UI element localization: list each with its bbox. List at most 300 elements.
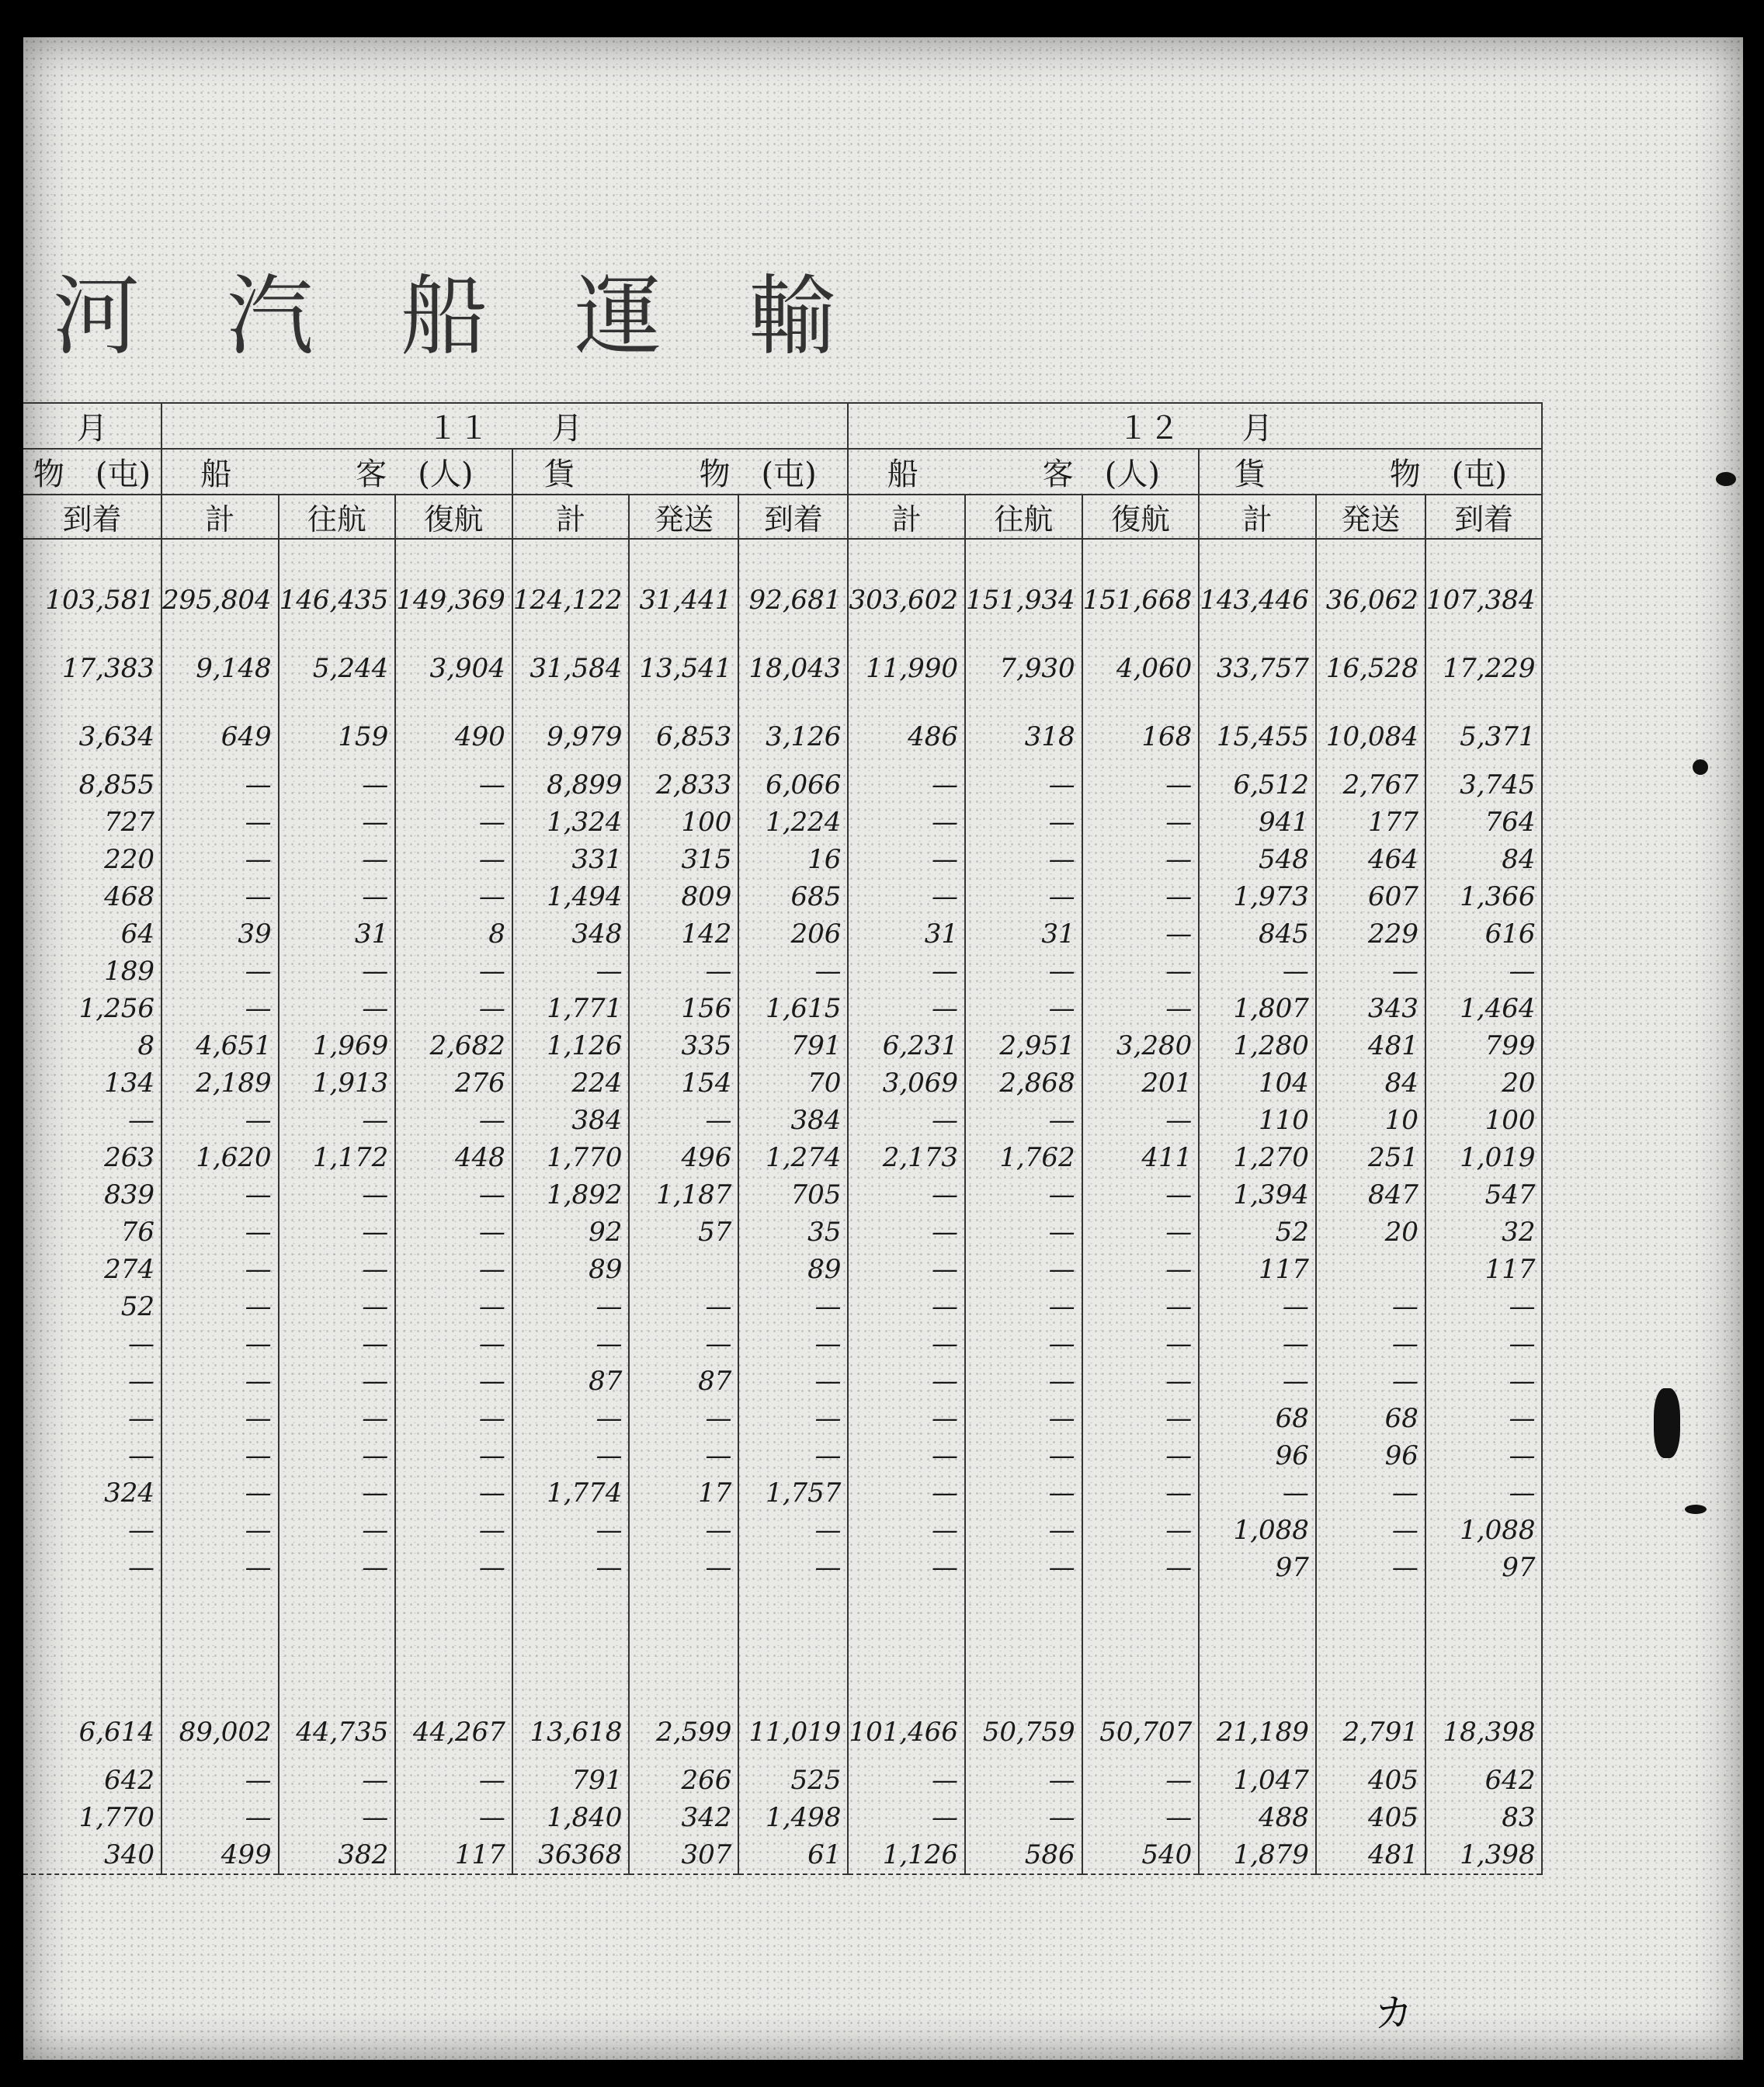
- sub-header: 計: [512, 495, 630, 539]
- table-body: [23, 539, 1542, 1874]
- table-cell: [279, 539, 396, 571]
- table-cell: —: [1082, 1799, 1200, 1836]
- sub-header: 計: [161, 495, 279, 539]
- table-cell: —: [738, 1437, 848, 1474]
- table-cell: —: [279, 1762, 396, 1799]
- table-cell: —: [23, 1102, 161, 1139]
- table-row: [23, 1437, 1542, 1474]
- table-cell: 384: [512, 1102, 630, 1139]
- table-cell: 1,270: [1199, 1139, 1316, 1176]
- table-cell: —: [1082, 1288, 1200, 1325]
- table-cell: —: [965, 878, 1082, 915]
- table-cell: 15,455: [1199, 707, 1316, 766]
- title-char: 船: [401, 266, 488, 367]
- table-cell: [23, 1586, 161, 1703]
- table-cell: 16,528: [1316, 630, 1425, 707]
- ink-blot: [1716, 472, 1736, 486]
- table-cell: —: [161, 804, 279, 841]
- table-cell: 295,804: [161, 571, 279, 630]
- sub-header: 往航: [279, 495, 396, 539]
- table-cell: 8: [23, 1027, 161, 1064]
- table-cell: —: [395, 1325, 512, 1363]
- table-cell: 3,745: [1425, 766, 1543, 804]
- table-cell: 764: [1425, 804, 1543, 841]
- table-cell: 1,398: [1425, 1836, 1543, 1874]
- table-cell: —: [279, 1363, 396, 1400]
- table-cell: —: [23, 1512, 161, 1549]
- table-cell: —: [848, 1288, 965, 1325]
- table-cell: 220: [23, 841, 161, 878]
- title-char: 汽: [227, 266, 314, 367]
- table-row: [23, 1064, 1542, 1102]
- table-cell: 1,913: [279, 1064, 396, 1102]
- table-cell: 468: [23, 878, 161, 915]
- table-cell: 154: [629, 1064, 738, 1102]
- table-row: [23, 766, 1542, 804]
- table-cell: 10,084: [1316, 707, 1425, 766]
- table-cell: —: [965, 1176, 1082, 1214]
- table-cell: [1082, 539, 1200, 571]
- table-cell: 52: [1199, 1214, 1316, 1251]
- table-cell: 845: [1199, 915, 1316, 953]
- table-cell: [848, 1586, 965, 1703]
- table-cell: 97: [1199, 1549, 1316, 1586]
- table-cell: 89: [512, 1251, 630, 1288]
- table-cell: —: [965, 766, 1082, 804]
- table-cell: 499: [161, 1836, 279, 1874]
- table-cell: 1,019: [1425, 1139, 1543, 1176]
- table-cell: —: [848, 1102, 965, 1139]
- table-cell: 159: [279, 707, 396, 766]
- table-cell: [1425, 539, 1543, 571]
- table-row: [23, 990, 1542, 1027]
- table-cell: —: [279, 1288, 396, 1325]
- table-cell: —: [395, 766, 512, 804]
- table-cell: —: [279, 766, 396, 804]
- table-cell: —: [965, 1325, 1082, 1363]
- table-cell: —: [395, 1474, 512, 1512]
- table-cell: 31: [848, 915, 965, 953]
- table-cell: 1,615: [738, 990, 848, 1027]
- table-cell: 89,002: [161, 1703, 279, 1762]
- table-cell: —: [629, 1288, 738, 1325]
- table-cell: —: [161, 1400, 279, 1437]
- table-cell: —: [395, 1799, 512, 1836]
- table-cell: —: [738, 1288, 848, 1325]
- table-cell: 1,774: [512, 1474, 630, 1512]
- table-cell: [1316, 1586, 1425, 1703]
- sub-header: 発送: [629, 495, 738, 539]
- table-cell: 642: [1425, 1762, 1543, 1799]
- table-cell: 685: [738, 878, 848, 915]
- table-cell: 2,951: [965, 1027, 1082, 1064]
- table-cell: —: [279, 953, 396, 990]
- table-cell: —: [161, 1325, 279, 1363]
- table-cell: —: [279, 1549, 396, 1586]
- table-cell: 318: [965, 707, 1082, 766]
- table-cell: 87: [512, 1363, 630, 1400]
- table-cell: 100: [1425, 1102, 1543, 1139]
- table-cell: 52: [23, 1288, 161, 1325]
- table-cell: 4,651: [161, 1027, 279, 1064]
- table-cell: 149,369: [395, 571, 512, 630]
- table-cell: 103,581: [23, 571, 161, 630]
- table-cell: 143,446: [1199, 571, 1316, 630]
- table-cell: —: [848, 1251, 965, 1288]
- table-cell: 1,973: [1199, 878, 1316, 915]
- table-cell: 6,231: [848, 1027, 965, 1064]
- table-cell: 488: [1199, 1799, 1316, 1836]
- table-cell: 97: [1425, 1549, 1543, 1586]
- table-cell: —: [848, 1549, 965, 1586]
- table-row: [23, 841, 1542, 878]
- table-cell: —: [1082, 1363, 1200, 1400]
- table-cell: 1,187: [629, 1176, 738, 1214]
- table-cell: 405: [1316, 1762, 1425, 1799]
- table-cell: 1,620: [161, 1139, 279, 1176]
- table-cell: 224: [512, 1064, 630, 1102]
- table-cell: [629, 1586, 738, 1703]
- table-cell: —: [965, 990, 1082, 1027]
- table-row: [23, 707, 1542, 766]
- table-cell: —: [23, 1437, 161, 1474]
- table-cell: 303,602: [848, 571, 965, 630]
- table-cell: 151,934: [965, 571, 1082, 630]
- table-cell: —: [848, 766, 965, 804]
- table-cell: [1425, 1586, 1543, 1703]
- table-cell: [23, 539, 161, 571]
- table-cell: 2,682: [395, 1027, 512, 1064]
- table-cell: —: [1199, 953, 1316, 990]
- table-cell: [395, 1586, 512, 1703]
- table-cell: —: [395, 878, 512, 915]
- table-cell: 2,173: [848, 1139, 965, 1176]
- table-cell: 31: [279, 915, 396, 953]
- table-cell: —: [1082, 953, 1200, 990]
- table-cell: —: [965, 1102, 1082, 1139]
- table-cell: 1,172: [279, 1139, 396, 1176]
- table-cell: —: [161, 1288, 279, 1325]
- table-cell: 1,366: [1425, 878, 1543, 915]
- table-cell: 481: [1316, 1836, 1425, 1874]
- table-cell: [512, 539, 630, 571]
- table-row: [23, 1762, 1542, 1799]
- table-cell: —: [629, 1325, 738, 1363]
- table-row: [23, 539, 1542, 571]
- table-cell: 727: [23, 804, 161, 841]
- table-cell: —: [1082, 1251, 1200, 1288]
- month-header-nov: １１ 月: [161, 403, 848, 449]
- table-cell: —: [848, 1762, 965, 1799]
- table-row: [23, 1474, 1542, 1512]
- table-cell: [161, 539, 279, 571]
- ink-blot: [1685, 1505, 1707, 1514]
- table-row: [23, 1586, 1542, 1703]
- table-cell: 18,043: [738, 630, 848, 707]
- table-cell: 16: [738, 841, 848, 878]
- table-cell: —: [161, 1102, 279, 1139]
- table-cell: —: [1316, 1512, 1425, 1549]
- table-cell: 168: [1082, 707, 1200, 766]
- table-cell: —: [395, 953, 512, 990]
- table-cell: 44,267: [395, 1703, 512, 1762]
- table-row: [23, 878, 1542, 915]
- table-cell: —: [161, 1549, 279, 1586]
- table-cell: 340: [23, 1836, 161, 1874]
- table-cell: —: [629, 1549, 738, 1586]
- table-row: [23, 1703, 1542, 1762]
- table-cell: 61: [738, 1836, 848, 1874]
- table-cell: 35: [738, 1214, 848, 1251]
- table-cell: 7,930: [965, 630, 1082, 707]
- table-cell: —: [1082, 1214, 1200, 1251]
- table-cell: 142: [629, 915, 738, 953]
- table-cell: —: [965, 1437, 1082, 1474]
- table-cell: —: [395, 990, 512, 1027]
- table-cell: 791: [512, 1762, 630, 1799]
- table-cell: 100: [629, 804, 738, 841]
- table-cell: 64: [23, 915, 161, 953]
- footer-mark: カ: [1374, 1991, 1413, 2036]
- table-cell: 616: [1425, 915, 1543, 953]
- table-cell: 547: [1425, 1176, 1543, 1214]
- table-cell: 8,899: [512, 766, 630, 804]
- table-cell: —: [395, 1102, 512, 1139]
- title-char: 運: [575, 266, 662, 367]
- table-cell: 92,681: [738, 571, 848, 630]
- table-cell: —: [848, 878, 965, 915]
- table-row: [23, 1512, 1542, 1549]
- table-cell: —: [965, 1799, 1082, 1836]
- title-char: 河: [53, 266, 140, 367]
- table-row: [23, 915, 1542, 953]
- table-cell: 1,762: [965, 1139, 1082, 1176]
- table-cell: 134: [23, 1064, 161, 1102]
- month-header-dec: １２ 月: [848, 403, 1542, 449]
- table-cell: 941: [1199, 804, 1316, 841]
- table-cell: —: [1082, 1437, 1200, 1474]
- table-cell: 44,735: [279, 1703, 396, 1762]
- table-cell: —: [965, 1214, 1082, 1251]
- table-cell: [395, 539, 512, 571]
- table-cell: —: [23, 1400, 161, 1437]
- table-cell: —: [1199, 1363, 1316, 1400]
- table-cell: 31,584: [512, 630, 630, 707]
- table-cell: 96: [1199, 1437, 1316, 1474]
- table-cell: —: [1082, 1474, 1200, 1512]
- table-cell: 17,383: [23, 630, 161, 707]
- table-cell: 1,969: [279, 1027, 396, 1064]
- table-row: [23, 1139, 1542, 1176]
- table-cell: —: [848, 1437, 965, 1474]
- table-cell: 2,868: [965, 1064, 1082, 1102]
- table-cell: 847: [1316, 1176, 1425, 1214]
- table-cell: —: [161, 1437, 279, 1474]
- table-cell: 17,229: [1425, 630, 1543, 707]
- table-cell: 4,060: [1082, 630, 1200, 707]
- table-cell: —: [161, 1762, 279, 1799]
- group-header-passengers-nov: 船 客 (人): [161, 449, 512, 495]
- table-cell: —: [1425, 953, 1543, 990]
- table-cell: 11,019: [738, 1703, 848, 1762]
- table-cell: —: [965, 1400, 1082, 1437]
- table-cell: 11,990: [848, 630, 965, 707]
- table-cell: —: [848, 1214, 965, 1251]
- table-cell: —: [629, 1512, 738, 1549]
- table-cell: 83: [1425, 1799, 1543, 1836]
- table-cell: —: [279, 1799, 396, 1836]
- sub-header: 計: [1199, 495, 1316, 539]
- table-row: [23, 1400, 1542, 1437]
- table-cell: [1316, 539, 1425, 571]
- table-cell: —: [161, 1214, 279, 1251]
- table-cell: 1,879: [1199, 1836, 1316, 1874]
- table-cell: 124,122: [512, 571, 630, 630]
- table-cell: 266: [629, 1762, 738, 1799]
- table-cell: —: [848, 804, 965, 841]
- table-cell: 382: [279, 1836, 396, 1874]
- table-cell: —: [1199, 1288, 1316, 1325]
- table-cell: 839: [23, 1176, 161, 1214]
- table-cell: 490: [395, 707, 512, 766]
- table-cell: —: [848, 1363, 965, 1400]
- table-cell: 405: [1316, 1799, 1425, 1836]
- sub-header-row: [23, 495, 1542, 539]
- table-cell: —: [279, 841, 396, 878]
- table-cell: 9,148: [161, 630, 279, 707]
- table-cell: —: [738, 1400, 848, 1437]
- table-cell: 68: [1316, 1400, 1425, 1437]
- table-cell: —: [395, 1363, 512, 1400]
- table-cell: —: [965, 953, 1082, 990]
- table-cell: —: [1316, 1474, 1425, 1512]
- table-cell: 92: [512, 1214, 630, 1251]
- table-cell: 84: [1316, 1064, 1425, 1102]
- table-cell: 13,618: [512, 1703, 630, 1762]
- table-cell: 10: [1316, 1102, 1425, 1139]
- table-cell: —: [279, 1214, 396, 1251]
- table-cell: —: [512, 953, 630, 990]
- table-cell: 464: [1316, 841, 1425, 878]
- table-cell: —: [161, 878, 279, 915]
- table-cell: 96: [1316, 1437, 1425, 1474]
- table-cell: —: [1425, 1437, 1543, 1474]
- table-cell: —: [1316, 1549, 1425, 1586]
- ink-blot: [1693, 759, 1708, 775]
- table-cell: —: [1082, 1549, 1200, 1586]
- table-cell: —: [161, 990, 279, 1027]
- table-cell: 307: [629, 1836, 738, 1874]
- table-cell: —: [738, 1363, 848, 1400]
- table-cell: —: [395, 1512, 512, 1549]
- table-cell: —: [965, 804, 1082, 841]
- table-cell: —: [512, 1512, 630, 1549]
- table-cell: [738, 1586, 848, 1703]
- table-cell: —: [161, 1474, 279, 1512]
- table-cell: —: [161, 1176, 279, 1214]
- table-cell: 70: [738, 1064, 848, 1102]
- table-cell: —: [23, 1363, 161, 1400]
- table-cell: 13,541: [629, 630, 738, 707]
- table-cell: [1199, 1586, 1316, 1703]
- table-cell: 481: [1316, 1027, 1425, 1064]
- table-cell: —: [161, 766, 279, 804]
- table-cell: 6,066: [738, 766, 848, 804]
- table-cell: 2,599: [629, 1703, 738, 1762]
- table-cell: —: [1082, 990, 1200, 1027]
- table-cell: 525: [738, 1762, 848, 1799]
- table-row: [23, 1325, 1542, 1363]
- table-cell: 18,398: [1425, 1703, 1543, 1762]
- table-cell: 110: [1199, 1102, 1316, 1139]
- group-header-passengers-dec: 船 客 (人): [848, 449, 1199, 495]
- sub-header: 復航: [395, 495, 512, 539]
- table-cell: —: [1199, 1474, 1316, 1512]
- table-cell: —: [848, 1400, 965, 1437]
- table-cell: —: [965, 1251, 1082, 1288]
- table-cell: —: [1082, 1512, 1200, 1549]
- table-cell: [1082, 1586, 1200, 1703]
- month-header-row: [23, 403, 1542, 449]
- table-cell: —: [1425, 1288, 1543, 1325]
- table-cell: —: [161, 1251, 279, 1288]
- table-cell: 1,280: [1199, 1027, 1316, 1064]
- table-cell: 1,771: [512, 990, 630, 1027]
- table-cell: 8,855: [23, 766, 161, 804]
- table-cell: —: [395, 804, 512, 841]
- table-cell: 50,759: [965, 1703, 1082, 1762]
- table-cell: —: [23, 1325, 161, 1363]
- table-cell: 1,088: [1425, 1512, 1543, 1549]
- table-cell: —: [1082, 1176, 1200, 1214]
- table-cell: 101,466: [848, 1703, 965, 1762]
- table-cell: 791: [738, 1027, 848, 1064]
- table-cell: —: [1082, 878, 1200, 915]
- table-cell: —: [738, 1549, 848, 1586]
- table-cell: 33,757: [1199, 630, 1316, 707]
- table-cell: —: [1316, 1363, 1425, 1400]
- table-cell: —: [848, 1512, 965, 1549]
- table-cell: 1,494: [512, 878, 630, 915]
- table-cell: —: [629, 1102, 738, 1139]
- table-cell: 448: [395, 1139, 512, 1176]
- table-row: [23, 1214, 1542, 1251]
- table-cell: —: [738, 953, 848, 990]
- table-cell: —: [279, 990, 396, 1027]
- table-cell: 274: [23, 1251, 161, 1288]
- table-cell: 50,707: [1082, 1703, 1200, 1762]
- table-cell: 32: [1425, 1214, 1543, 1251]
- table-cell: 117: [1425, 1251, 1543, 1288]
- table-cell: —: [395, 1214, 512, 1251]
- table-cell: 117: [1199, 1251, 1316, 1288]
- table-cell: 324: [23, 1474, 161, 1512]
- table-cell: —: [848, 990, 965, 1027]
- sub-header: 復航: [1082, 495, 1200, 539]
- table-cell: —: [1316, 1288, 1425, 1325]
- table-cell: 156: [629, 990, 738, 1027]
- sub-header: 到着: [738, 495, 848, 539]
- table-cell: —: [965, 1549, 1082, 1586]
- table-cell: 104: [1199, 1064, 1316, 1102]
- table-cell: 31,441: [629, 571, 738, 630]
- table-cell: 1,394: [1199, 1176, 1316, 1214]
- group-header-row: [23, 449, 1542, 495]
- table-cell: —: [1082, 915, 1200, 953]
- table-cell: 76: [23, 1214, 161, 1251]
- table-cell: —: [1425, 1363, 1543, 1400]
- table-cell: [1316, 1251, 1425, 1288]
